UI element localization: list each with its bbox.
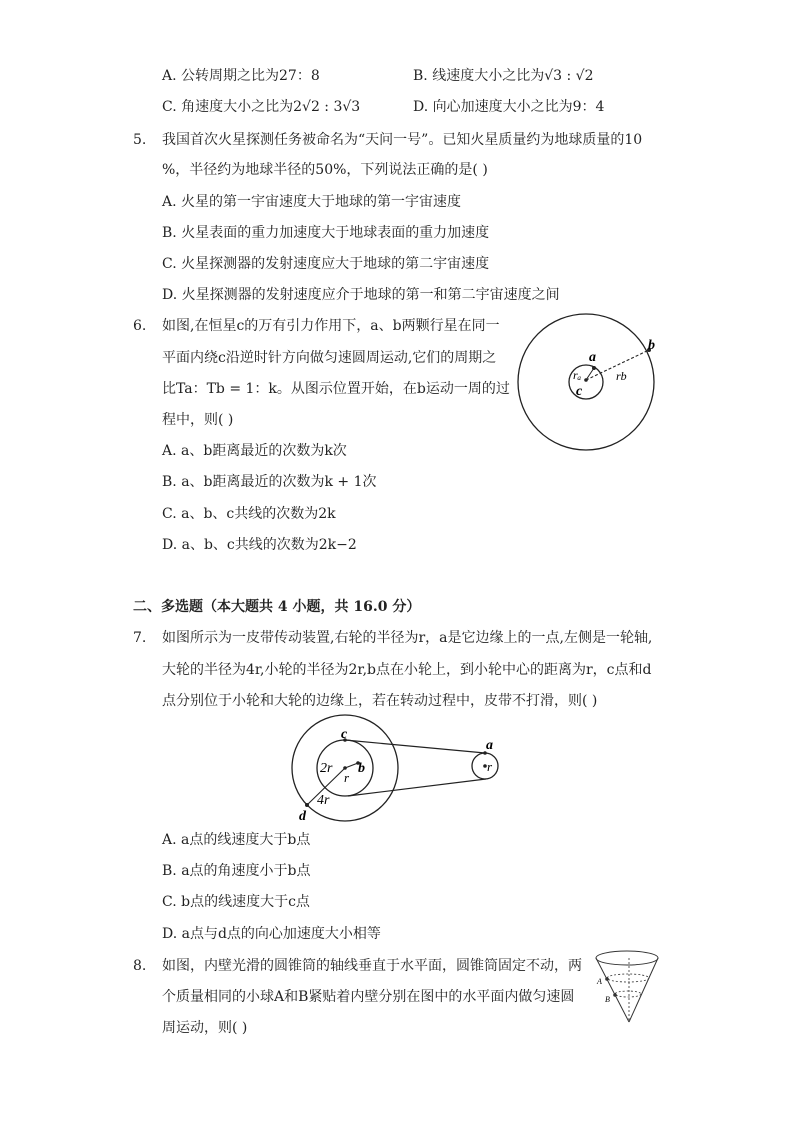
label-4r: 4r xyxy=(317,793,330,808)
label-rb: rb xyxy=(616,369,627,383)
q5-stem-line2: %，半径约为地球半径的50%，下列说法正确的是( ) xyxy=(162,162,488,178)
q8-stem-line2: 个质量相同的小球A和B紧贴着内壁分别在图中的水平面内做匀速圆 xyxy=(162,989,575,1005)
label-ra: rₐ xyxy=(573,368,582,382)
label-d: d xyxy=(299,809,306,824)
q6-number: 6. xyxy=(133,318,147,334)
label-r-left: r xyxy=(344,770,350,785)
ball-a xyxy=(605,977,609,981)
q7-stem-line3: 点分别位于小轮和大轮的边缘上，若在转动过程中，皮带不打滑，则( ) xyxy=(162,693,598,709)
label-a: a xyxy=(589,350,596,365)
q4-option-c-prefix: C. 角速度大小之比为 xyxy=(162,99,294,115)
q7-option-b: B. a点的角速度小于b点 xyxy=(162,863,311,879)
q5-option-a: A. 火星的第一宇宙速度大于地球的第一宇宙速度 xyxy=(162,194,462,210)
q6-option-d: D. a、b、c共线的次数为2k−2 xyxy=(162,537,357,553)
radius-b-line xyxy=(345,763,358,768)
q8-stem-line1: 如图，内壁光滑的圆锥筒的轴线垂直于水平面，圆锥筒固定不动，两 xyxy=(162,958,582,974)
label-a: a xyxy=(486,738,493,753)
q6-stem-line3: 比Ta：Tb = 1：k。从图示位置开始，在b运动一周的过 xyxy=(162,381,510,397)
q7-number: 7. xyxy=(133,630,147,646)
q6-stem-line4: 程中，则( ) xyxy=(162,412,234,428)
orbit-b xyxy=(518,314,654,450)
orbit-b-ellipse xyxy=(615,991,641,997)
q8-stem-line3: 周运动，则( ) xyxy=(162,1020,248,1036)
label-A: A xyxy=(597,977,602,986)
cone-rim xyxy=(596,951,658,965)
star-c-dot xyxy=(584,378,588,382)
q7-option-c: C. b点的线速度大于c点 xyxy=(162,894,310,910)
q5-number: 5. xyxy=(133,132,147,148)
label-c: c xyxy=(341,727,348,742)
label-B: B xyxy=(605,995,610,1004)
q4-option-b-prefix: B. 线速度大小之比为 xyxy=(413,68,545,84)
label-c: c xyxy=(576,384,583,399)
q5-option-b: B. 火星表面的重力加速度大于地球表面的重力加速度 xyxy=(162,225,490,241)
cone-side-left xyxy=(596,958,629,1022)
q4-option-c xyxy=(162,97,360,117)
cone-side-right xyxy=(629,958,658,1022)
q6-orbit-figure xyxy=(510,316,660,451)
point-d-dot xyxy=(305,803,309,807)
orbit-a-ellipse xyxy=(607,974,649,982)
section2-heading: 二、多选题（本大题共 4 小题，共 16.0 分） xyxy=(133,599,421,615)
q6-option-c: C. a、b、c共线的次数为2k xyxy=(162,506,336,522)
label-b: b xyxy=(648,338,655,353)
q5-option-c: C. 火星探测器的发射速度应大于地球的第二宇宙速度 xyxy=(162,256,490,272)
q7-option-a: A. a点的线速度大于b点 xyxy=(162,832,311,848)
label-2r: 2r xyxy=(320,761,333,776)
q6-option-b: B. a、b距离最近的次数为k + 1次 xyxy=(162,474,377,490)
belt-top xyxy=(345,740,485,753)
belt-bottom xyxy=(348,779,486,796)
ball-b xyxy=(613,993,617,997)
q6-stem-line2: 平面内绕c沿逆时针方向做匀速圆周运动,它们的周期之 xyxy=(162,350,497,366)
radius-a-line xyxy=(586,368,594,380)
q7-stem-line2: 大轮的半径为4r,小轮的半径为2r,b点在小轮上，到小轮中心的距离为r，c点和d xyxy=(162,662,652,678)
q7-belt-figure xyxy=(290,728,510,823)
q8-cone-figure xyxy=(593,948,665,1026)
q4-option-d: D. 向心加速度大小之比为9：4 xyxy=(413,99,605,115)
q5-option-d: D. 火星探测器的发射速度应介于地球的第一和第二宇宙速度之间 xyxy=(162,287,560,303)
q7-option-d: D. a点与d点的向心加速度大小相等 xyxy=(162,926,381,942)
label-b: b xyxy=(358,761,365,776)
q5-stem-line1: 我国首次火星探测任务被命名为“天问一号”。已知火星质量约为地球质量的10 xyxy=(162,132,643,148)
q6-stem-line1: 如图,在恒星c的万有引力作用下，a、b两颗行星在同一 xyxy=(162,318,500,334)
q4-option-b-value: √3 : √2 xyxy=(544,68,594,84)
q4-option-a: A. 公转周期之比为27：8 xyxy=(162,68,320,84)
planet-a-dot xyxy=(592,366,596,370)
q4-option-b xyxy=(413,66,593,86)
label-r-right: r xyxy=(487,759,493,774)
q8-number: 8. xyxy=(133,958,147,974)
q6-option-a: A. a、b距离最近的次数为k次 xyxy=(162,443,347,459)
q4-option-c-value: 2√2 : 3√3 xyxy=(293,99,361,115)
q7-stem-line1: 如图所示为一皮带传动装置,右轮的半径为r，a是它边缘上的一点,左侧是一轮轴, xyxy=(162,630,653,646)
